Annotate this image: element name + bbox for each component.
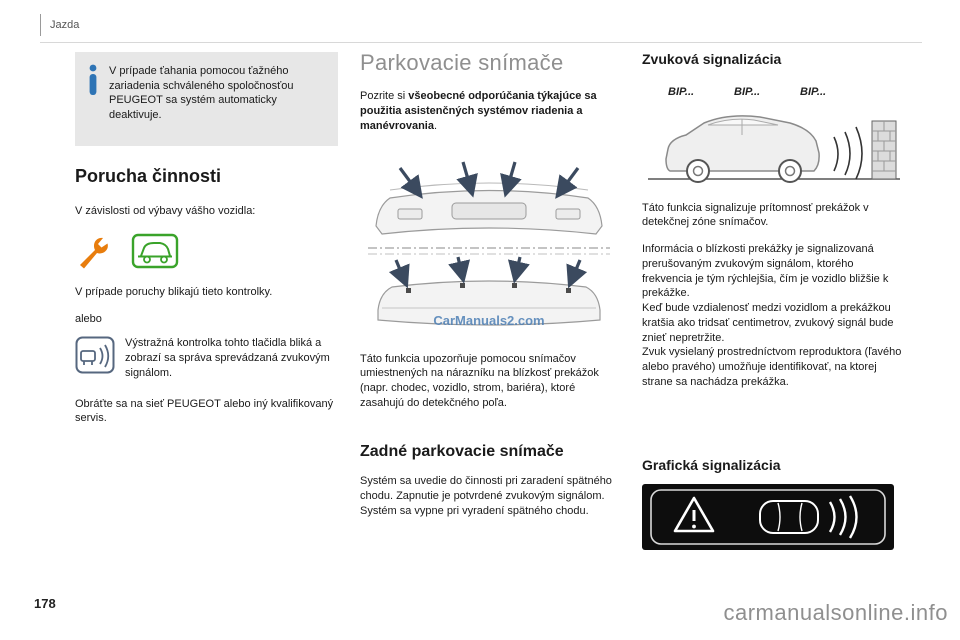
- bip-text-1: BIP...: [668, 85, 695, 98]
- rear-sensors-p2: Systém sa vypne pri vyradení spätného chodu.: [360, 504, 589, 517]
- graphic-signal-figure: [642, 484, 906, 550]
- info-box: [75, 52, 338, 146]
- malfunction-warning-lamps: [77, 231, 338, 271]
- blink-note: V prípade poruchy blikajú tieto kontrolky.: [75, 285, 273, 298]
- malfunction-title: Porucha činnosti: [75, 166, 222, 186]
- warning-lamp-note: Výstražná kontrolka tohto tlačidla bliká a zobrazí sa správa sprevádzaná zvukovým signálom.: [125, 337, 330, 379]
- see-note-bold: všeobecné odporúčania týkajúce sa použitia asistenčných systémov riadenia a manévrovania: [360, 90, 597, 132]
- see-note-suffix: .: [433, 119, 438, 132]
- audible-p1: Táto funkcia signalizuje prítomnosť prekážok v detekčnej zóne snímačov.: [642, 201, 869, 229]
- wrench-icon: [77, 235, 119, 271]
- audible-p4: Zvuk vysielaný prostredníctvom reproduktora (ľavého alebo pravého) umožňuje identifikovať, na ktorej strane sa nachádza prekážka.: [642, 346, 902, 388]
- audible-p3: Keď bude vzdialenosť medzi vozidlom a prekážkou kratšia ako tridsať centimetrov, zvukový signál bude znieť nepretržite.: [642, 302, 894, 344]
- display-screen-illustration: [642, 484, 894, 550]
- chapter-label: Jazda: [50, 19, 80, 31]
- see-note-prefix: Pozrite si: [360, 90, 409, 103]
- bip-text-3: BIP...: [800, 85, 827, 98]
- page-number: 178: [34, 596, 56, 611]
- brick-wall: [872, 121, 896, 179]
- chapter-divider: [40, 14, 41, 36]
- bip-text-2: BIP...: [734, 85, 761, 98]
- left-column: [75, 52, 338, 438]
- audible-signal-title: Zvuková signalizácia: [642, 51, 782, 67]
- audible-signal-figure: [642, 79, 906, 193]
- parking-button-icon: [75, 336, 115, 374]
- sound-waves-icon: [834, 127, 862, 179]
- service-note: Obráťte sa na sieť PEUGEOT alebo iný kvalifikovaný servis.: [75, 397, 334, 425]
- parking-sensors-title: Parkovacie snímače: [360, 50, 564, 75]
- bumper-sensors-diagram: [360, 146, 618, 344]
- middle-column: [360, 48, 618, 518]
- footer-watermark: carmanualsonline.info: [723, 600, 948, 625]
- car-approaching-wall-illustration: [642, 79, 906, 191]
- equipment-note: V závislosti od výbavy vášho vozidla:: [75, 205, 256, 218]
- audible-p2: Informácia o blízkosti prekážky je signalizovaná prerušovaným zvukovým signálom, ktorého frekvencia je tým rýchlejšia, čím je vozidlo bližšie k prekážke.: [642, 243, 889, 300]
- info-icon: [88, 64, 98, 96]
- rear-sensors-p1: Systém sa uvedie do činnosti pri zaradení spätného chodu. Zapnutie je potvrdené zvukovým signálom.: [360, 475, 612, 502]
- info-note: V prípade ťahania pomocou ťažného zariadenia schváleného spoločnosťou PEUGEOT sa systém automaticky deaktivuje.: [109, 65, 294, 122]
- or-label: alebo: [75, 312, 102, 325]
- diagnostics-icon: [131, 231, 179, 271]
- rear-sensors-title: Zadné parkovacie snímače: [360, 442, 564, 460]
- right-column: [642, 50, 906, 558]
- see-note: [360, 89, 618, 133]
- graphic-signal-title: Grafická signalizácia: [642, 456, 781, 473]
- parking-button-row: [75, 336, 338, 380]
- sensors-note: Táto funkcia upozorňuje pomocou snímačov umiestnených na nárazníku na blízkosť prekážok (napr. chodec, vozidlo, strom, bariéra), ktoré zasahujú do detekčného poľa.: [360, 352, 599, 409]
- header-rule: [40, 42, 922, 43]
- car-side-view: [666, 116, 819, 182]
- center-watermark: CarManuals2.com: [433, 313, 545, 329]
